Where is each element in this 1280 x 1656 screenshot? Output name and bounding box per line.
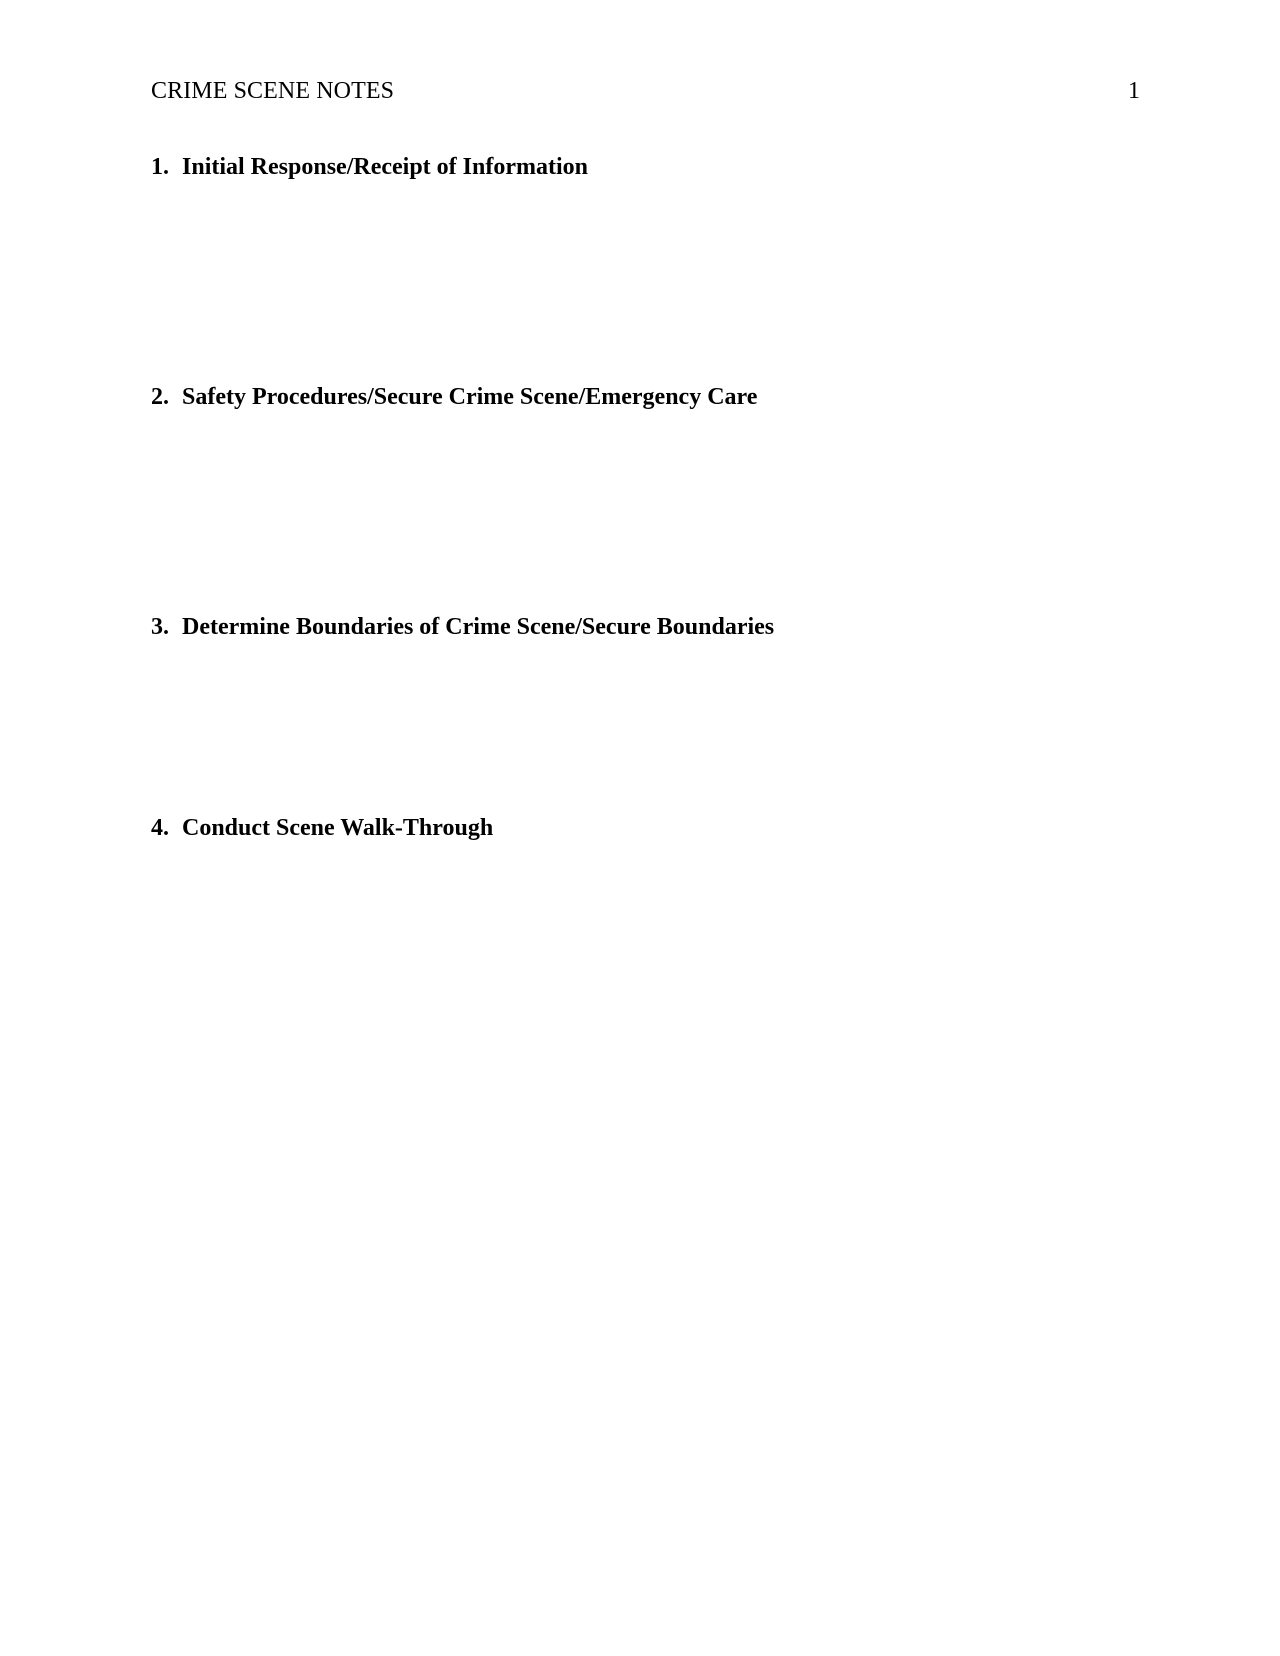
- running-head: CRIME SCENE NOTES: [151, 78, 395, 104]
- section-heading-4: [151, 814, 493, 842]
- section-number: 3.: [151, 614, 169, 640]
- section-number: 1.: [151, 154, 169, 180]
- section-heading-1: [151, 153, 588, 181]
- section-title: Conduct Scene Walk-Through: [182, 815, 494, 841]
- section-title: Safety Procedures/Secure Crime Scene/Emergency Care: [182, 384, 758, 410]
- section-number: 2.: [151, 384, 169, 410]
- section-heading-3: [151, 613, 774, 641]
- section-title: Initial Response/Receipt of Information: [182, 154, 588, 180]
- section-heading-2: [151, 383, 757, 411]
- section-title: Determine Boundaries of Crime Scene/Secure Boundaries: [182, 614, 775, 640]
- section-number: 4.: [151, 815, 169, 841]
- page-number: 1: [1128, 78, 1140, 104]
